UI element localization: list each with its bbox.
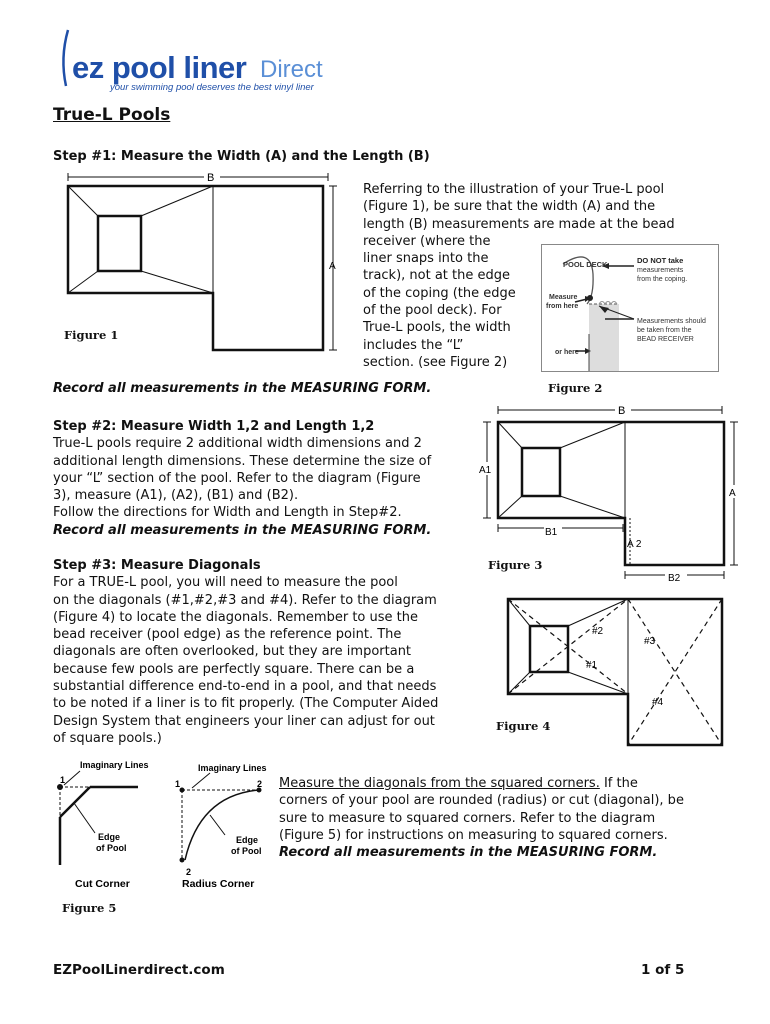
fig2-do-not-3: from the coping. bbox=[637, 276, 688, 283]
fig2-from-here: from here bbox=[546, 303, 579, 310]
fig3-label-b: B bbox=[618, 405, 626, 417]
step1-line: includes the “L” bbox=[363, 337, 464, 353]
corners-record: Record all measurements in the MEASURING FORM. bbox=[279, 845, 658, 861]
step3-line: of square pools.) bbox=[53, 730, 162, 746]
page-title: True-L Pools bbox=[53, 105, 171, 125]
fig5-radius-2-bottom: 2 bbox=[186, 867, 192, 877]
step1-line: length (B) measurements are made at the bead bbox=[363, 216, 675, 232]
fig3-label-b1: B1 bbox=[545, 527, 558, 538]
step2-line: additional length dimensions. These determine the size of bbox=[53, 453, 432, 469]
step2-line: Follow the directions for Width and Length in Step#2. bbox=[53, 505, 402, 521]
fig4-label-1: #1 bbox=[586, 660, 598, 671]
step2-line: your “L” section of the pool. Refer to the diagram (Figure bbox=[53, 470, 421, 486]
fig2-do-not: DO NOT take bbox=[637, 256, 684, 265]
figure-1-caption: Figure 1 bbox=[64, 328, 119, 342]
step1-line: True-L pools, the width bbox=[363, 320, 511, 336]
step2-section bbox=[53, 418, 478, 539]
fig3-label-a: A bbox=[729, 488, 736, 499]
step2-heading: Step #2: Measure Width 1,2 and Length 1,2 bbox=[53, 419, 375, 434]
corners-section bbox=[279, 775, 729, 861]
fig5-edge-cut: Edge bbox=[98, 832, 121, 842]
corners-underlined: Measure the diagonals from the squared corners. bbox=[279, 776, 600, 791]
corners-line1-rest: If the bbox=[599, 776, 638, 791]
corners-line: (Figure 5) for instructions on measuring to squared corners. bbox=[279, 827, 668, 843]
figure-3-caption: Figure 3 bbox=[488, 558, 543, 572]
step2-line: 3), measure (A1), (A2), (B1) and (B2). bbox=[53, 488, 299, 504]
fig4-label-3: #3 bbox=[644, 636, 656, 647]
step1-line: section. (see Figure 2) bbox=[363, 354, 508, 370]
footer-site: EZPoolLinerdirect.com bbox=[53, 962, 225, 978]
fig3-label-a1: A1 bbox=[479, 465, 492, 476]
fig5-cut-corner: Cut Corner bbox=[75, 878, 130, 890]
corners-line: sure to measure to squared corners. Refer to the diagram bbox=[279, 810, 656, 826]
step3-line: For a TRUE-L pool, you will need to measure the pool bbox=[53, 575, 398, 591]
figure-4-caption: Figure 4 bbox=[496, 719, 551, 733]
step3-line: because few pools are perfectly square. There can be a bbox=[53, 661, 415, 677]
logo-main-text: ez pool liner bbox=[72, 50, 247, 85]
logo-tagline: your swimming pool deserves the best vinyl liner bbox=[110, 82, 314, 93]
fig2-measure: Measure bbox=[549, 294, 578, 301]
fig4-label-2: #2 bbox=[592, 626, 604, 637]
step1-line: Referring to the illustration of your True-L pool bbox=[363, 182, 665, 197]
step3-heading: Step #3: Measure Diagonals bbox=[53, 558, 261, 573]
fig2-pool-deck: POOL DECK bbox=[563, 260, 608, 269]
step1-heading: Step #1: Measure the Width (A) and the Length (B) bbox=[53, 149, 430, 164]
step3-line: (Figure 4) to locate the diagonals. Remember to use the bbox=[53, 609, 418, 625]
step1-line: liner snaps into the bbox=[363, 251, 489, 267]
step2-record: Record all measurements in the MEASURING FORM. bbox=[53, 522, 432, 538]
step3-section bbox=[53, 557, 483, 747]
step3-line: substantial difference end-to-end in a pool, and that needs bbox=[53, 679, 437, 695]
fig5-of-pool-radius: of Pool bbox=[231, 846, 262, 856]
fig5-imaginary-radius: Imaginary Lines bbox=[198, 763, 267, 773]
step1-line: track), not at the edge bbox=[363, 268, 511, 284]
step1-line: (Figure 1), be sure that the width (A) and the bbox=[363, 199, 656, 215]
fig5-of-pool-cut: of Pool bbox=[96, 843, 127, 853]
figure-2-diagram bbox=[541, 244, 719, 372]
fig2-or-here: or here bbox=[555, 349, 579, 356]
logo-direct-text: Direct bbox=[260, 56, 323, 83]
fig5-cut-1: 1 bbox=[60, 775, 66, 785]
fig2-should-3: BEAD RECEIVER bbox=[637, 336, 694, 343]
logo bbox=[58, 28, 348, 98]
fig3-label-a2: A 2 bbox=[627, 539, 642, 550]
corners-line: corners of your pool are rounded (radius) or cut (diagonal), be bbox=[279, 793, 684, 809]
fig1-label-a: A bbox=[329, 261, 336, 272]
fig1-label-b: B bbox=[207, 172, 215, 184]
corners-line-1 bbox=[279, 775, 729, 792]
fig3-label-b2: B2 bbox=[668, 573, 681, 584]
fig5-edge-radius: Edge bbox=[236, 835, 259, 845]
step2-line: True-L pools require 2 additional width dimensions and 2 bbox=[53, 436, 422, 452]
step1-record: Record all measurements in the MEASURING FORM. bbox=[53, 381, 432, 396]
fig2-do-not-2: measurements bbox=[637, 267, 684, 274]
fig5-radius-2-top: 2 bbox=[257, 779, 263, 789]
step3-line: bead receiver (pool edge) as the reference point. The bbox=[53, 627, 402, 643]
fig2-should-2: be taken from the bbox=[637, 327, 692, 334]
step1-line: of the pool deck). For bbox=[363, 303, 502, 319]
fig2-should-1: Measurements should bbox=[637, 318, 706, 325]
fig5-imaginary-cut: Imaginary Lines bbox=[80, 760, 149, 770]
figure-5-diagram bbox=[50, 755, 275, 900]
step3-line: to be noted if a liner is to fit properly. (The Computer Aided bbox=[53, 696, 439, 712]
step3-line: diagonals are often overlooked, but they are important bbox=[53, 644, 412, 660]
fig5-radius-corner: Radius Corner bbox=[182, 878, 255, 890]
footer-page-number: 1 of 5 bbox=[641, 962, 685, 978]
step1-line: receiver (where the bbox=[363, 233, 491, 249]
step3-line: Design System that engineers your liner can adjust for out bbox=[53, 713, 435, 729]
fig5-radius-1: 1 bbox=[175, 779, 181, 789]
step3-line: on the diagonals (#1,#2,#3 and #4). Refer to the diagram bbox=[53, 592, 437, 608]
figure-2-caption: Figure 2 bbox=[548, 381, 603, 395]
step1-line: of the coping (the edge bbox=[363, 285, 516, 301]
figure-5-caption: Figure 5 bbox=[62, 901, 117, 915]
fig4-label-4: #4 bbox=[652, 697, 664, 708]
